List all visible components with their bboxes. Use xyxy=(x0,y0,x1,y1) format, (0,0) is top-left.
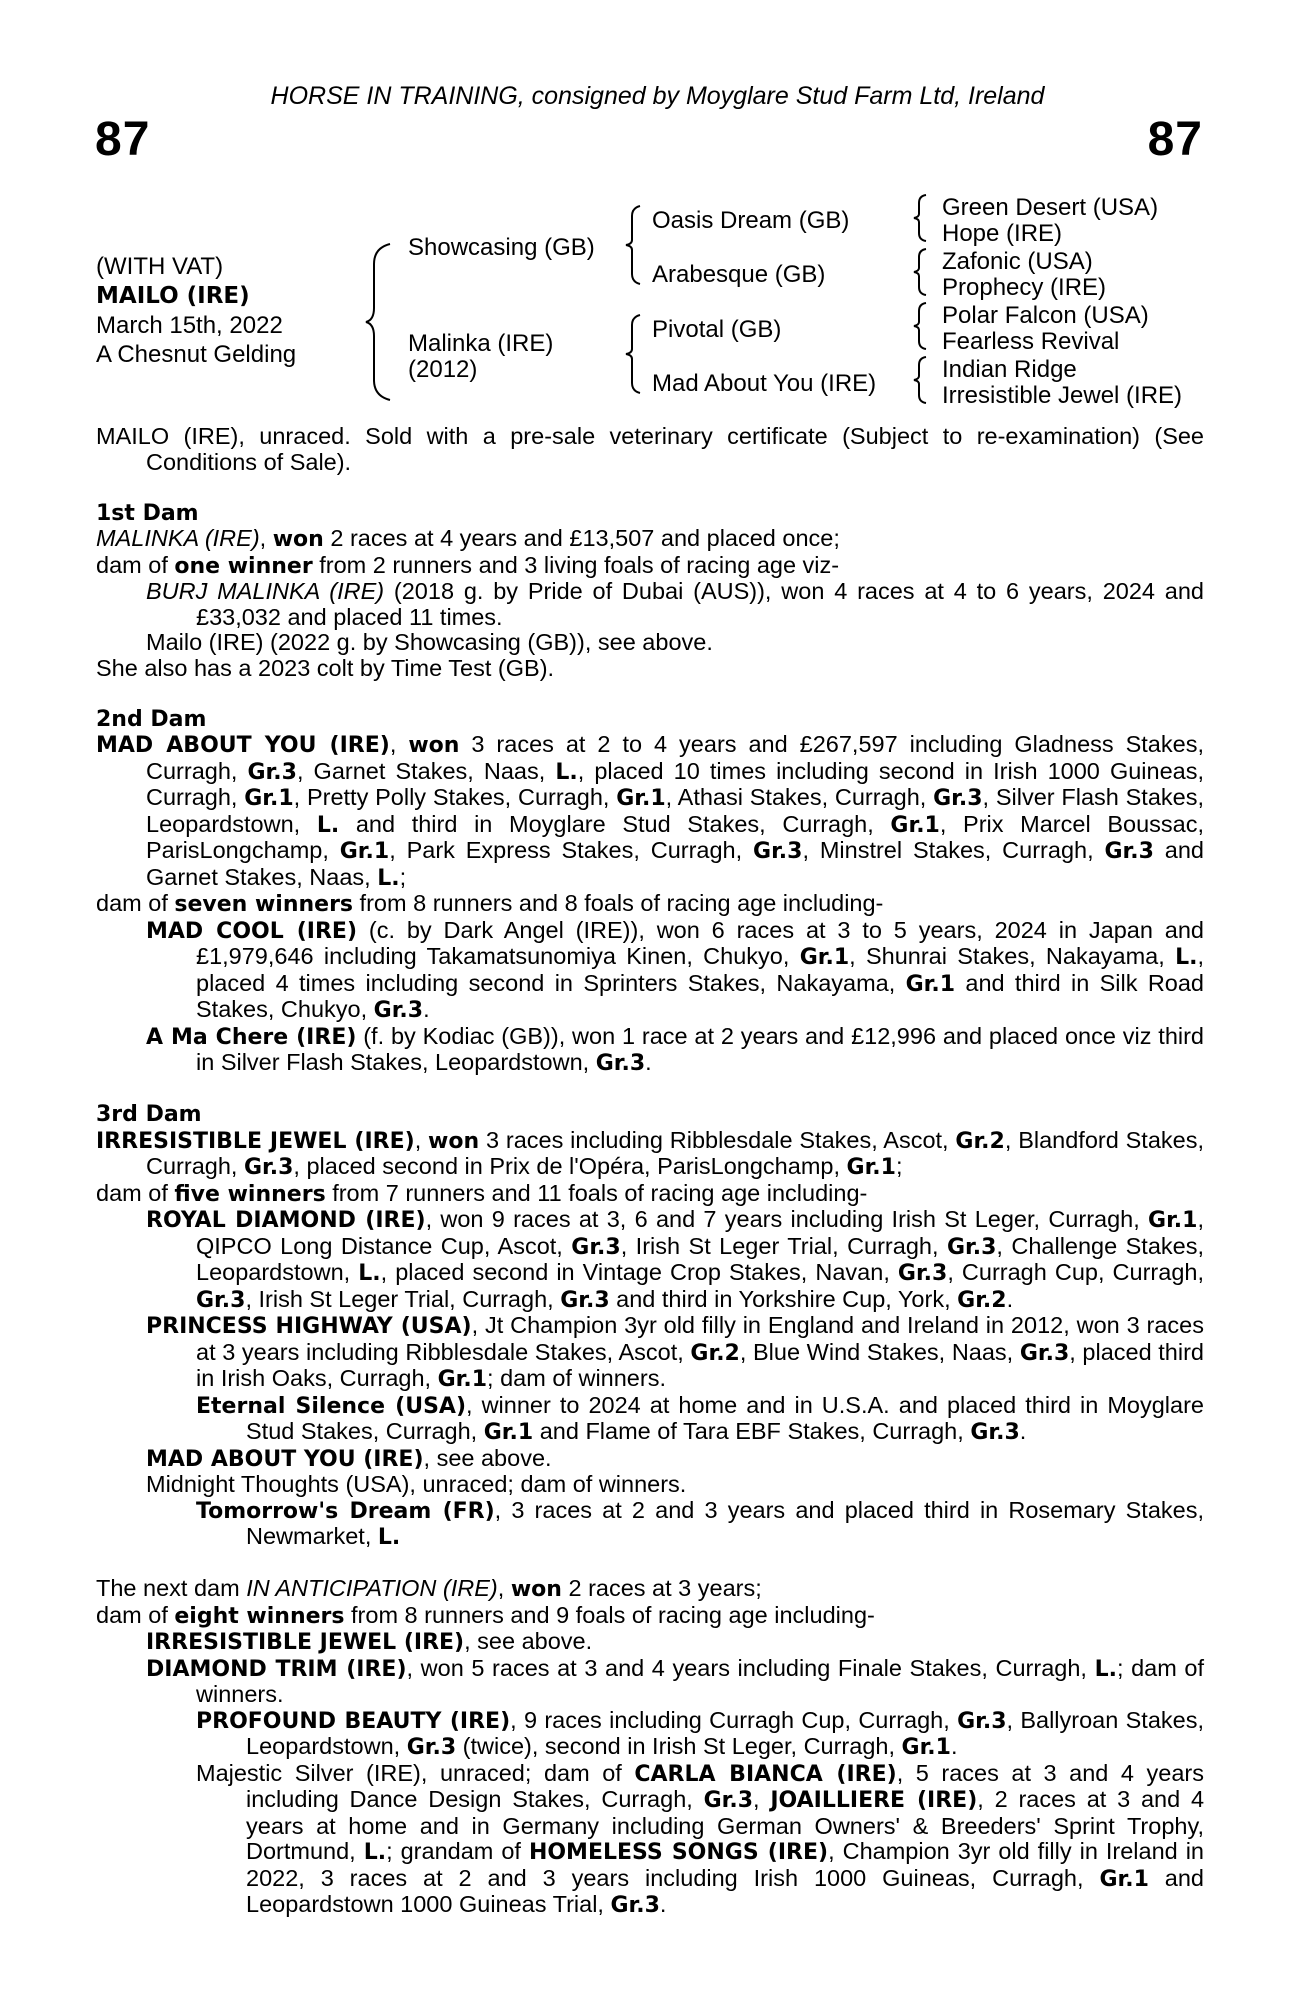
intro-paragraph: MAILO (IRE), unraced. Sold with a pre-sale veterinary certificate (Subject to re-examination) (See Conditions of Sale). xyxy=(96,423,1205,475)
pedigree-dam-year: (2012) xyxy=(408,356,478,383)
next-dam-progeny-diamond-trim: DIAMOND TRIM (IRE), won 5 races at 3 and 4 years including Finale Stakes, Curragh, L.; dam of winners. xyxy=(146,1654,1205,1707)
dam1-progeny-2: Mailo (IRE) (2022 g. by Showcasing (GB)), see above. xyxy=(146,629,713,655)
pedigree-dam: Malinka (IRE) xyxy=(408,330,554,357)
dam3-progeny-midnight-thoughts: Midnight Thoughts (USA), unraced; dam of winners. xyxy=(146,1471,687,1497)
dam3-grandprogeny-eternal-silence: Eternal Silence (USA), winner to 2024 at home and in U.S.A. and placed third in Moyglare Stud Stakes, Curragh, Gr.1 and Flame of Tara EBF Stakes, Curragh, Gr.3. xyxy=(196,1391,1204,1445)
pedigree-brace-g4 xyxy=(912,355,930,405)
dam3-progeny-royal-diamond: ROYAL DIAMOND (IRE), won 9 races at 3, 6 and 7 years including Irish St Leger, Curragh, Gr.1, QIPCO Long Distance Cup, Ascot, Gr.3, Irish St Leger Trial, Curragh, Gr.3, Challenge Stakes, Leopardstown, L., placed second in Vintage Crop Stakes, Navan, Gr.3, Curragh Cup, Curragh, Gr.3, Irish St Leger Trial, Curragh, Gr.3 and third in Yorkshire Cup, York, Gr.2. xyxy=(146,1206,1204,1313)
pedigree-g7: Indian Ridge xyxy=(942,356,1077,383)
horse-foaled: March 15th, 2022 xyxy=(96,312,283,339)
pedigree-g2: Hope (IRE) xyxy=(942,220,1063,247)
pedigree-sire: Showcasing (GB) xyxy=(408,234,595,261)
dam2-produce: dam of seven winners from 8 runners and 8 foals of racing age including- xyxy=(96,890,884,917)
dam3-heading: 3rd Dam xyxy=(96,1102,202,1127)
pedigree-brace-dam xyxy=(624,313,644,395)
next-dam-grandprogeny-profound-beauty: PROFOUND BEAUTY (IRE), 9 races including Curragh Cup, Curragh, Gr.3, Ballyroan Stakes, Leopardstown, Gr.3 (twice), second in Irish St Leger, Curragh, Gr.1. xyxy=(196,1706,1204,1760)
vat-label: (WITH VAT) xyxy=(96,253,224,280)
lot-number-right: 87 xyxy=(1147,113,1203,166)
pedigree-brace-sire xyxy=(624,204,644,286)
pedigree-g1: Green Desert (USA) xyxy=(942,194,1159,221)
pedigree-g6: Fearless Revival xyxy=(942,328,1120,355)
pedigree-g8: Irresistible Jewel (IRE) xyxy=(942,382,1183,409)
dam3-produce: dam of five winners from 7 runners and 11 foals of racing age including- xyxy=(96,1179,868,1207)
next-dam-produce: dam of eight winners from 8 runners and 9 foals of racing age including- xyxy=(96,1601,875,1629)
pedigree-dam-sire: Pivotal (GB) xyxy=(652,316,782,343)
dam2-record: MAD ABOUT YOU (IRE), won 3 races at 2 to 4 years and £267,597 including Gladness Stakes, Curragh, Gr.3, Garnet Stakes, Naas, L., placed 10 times including second in Irish 1000 Guineas, Curragh, Gr.1, Pretty Polly Stakes, Curragh, Gr.1, Athasi Stakes, Curragh, Gr.3, Silver Flash Stakes, Leopardstown, L. and third in Moyglare Stud Stakes, Curragh, Gr.1, Prix Marcel Boussac, ParisLongchamp, Gr.1, Park Express Stakes, Curragh, Gr.3, Minstrel Stakes, Curragh, Gr.3 and Garnet Stakes, Naas, L.; xyxy=(96,731,1205,891)
pedigree-brace-main xyxy=(364,242,394,402)
dam1-heading: 1st Dam xyxy=(96,500,199,526)
pedigree-brace-g3 xyxy=(912,301,930,351)
pedigree-g5: Polar Falcon (USA) xyxy=(942,302,1149,329)
pedigree-brace-g2 xyxy=(912,247,930,297)
pedigree-dam-dam: Mad About You (IRE) xyxy=(652,370,877,397)
dam1-progeny-1: BURJ MALINKA (IRE) (2018 g. by Pride of Dubai (AUS)), won 4 races at 4 to 6 years, 2024 and £33,032 and placed 11 times. xyxy=(146,578,1204,630)
dam3-progeny-princess-highway: PRINCESS HIGHWAY (USA), Jt Champion 3yr old filly in England and Ireland in 2012, won 3 races at 3 years including Ribblesdale Stakes, Ascot, Gr.2, Blue Wind Stakes, Naas, Gr.3, placed third in Irish Oaks, Curragh, Gr.1; dam of winners. xyxy=(146,1312,1204,1392)
horse-info xyxy=(96,252,296,369)
pedigree-brace-g1 xyxy=(912,193,930,243)
pedigree-g3: Zafonic (USA) xyxy=(942,248,1093,275)
next-dam-grandprogeny-majestic-silver: Majestic Silver (IRE), unraced; dam of CARLA BIANCA (IRE), 5 races at 3 and 4 years including Dance Design Stakes, Curragh, Gr.3, JOAILLIERE (IRE), 2 races at 3 and 4 years at home and in Germany including German Owners' & Breeders' Sprint Trophy, Dortmund, L.; grandam of HOMELESS SONGS (IRE), Champion 3yr old filly in Ireland in 2022, 3 races at 2 and 3 years including Irish 1000 Guineas, Curragh, Gr.1 and Leopardstown 1000 Guineas Trial, Gr.3. xyxy=(196,1759,1205,1918)
next-dam-progeny-irresistible-jewel: IRRESISTIBLE JEWEL (IRE), see above. xyxy=(146,1628,593,1655)
dam1-record: MALINKA (IRE), won 2 races at 4 years and £13,507 and placed once; xyxy=(96,525,840,552)
lot-number-left: 87 xyxy=(95,113,151,166)
dam1-also: She also has a 2023 colt by Time Test (GB). xyxy=(96,654,555,681)
dam2-progeny-1: MAD COOL (IRE) (c. by Dark Angel (IRE)), won 6 races at 3 to 5 years, 2024 in Japan and £1,979,646 including Takamatsunomiya Kinen, Chukyo, Gr.1, Shunrai Stakes, Nakayama, L., placed 4 times including second in Sprinters Stakes, Nakayama, Gr.1 and third in Silk Road Stakes, Chukyo, Gr.3. xyxy=(146,916,1205,1023)
horse-name: MAILO (IRE) xyxy=(96,283,250,309)
dam3-grandprogeny-tomorrows-dream: Tomorrow's Dream (FR), 3 races at 2 and 3 years and placed third in Rosemary Stakes, Newmarket, L. xyxy=(196,1496,1204,1550)
next-dam-record: The next dam IN ANTICIPATION (IRE), won 2 races at 3 years; xyxy=(96,1575,762,1602)
dam1-produce: dam of one winner from 2 runners and 3 living foals of racing age viz- xyxy=(96,551,840,579)
pedigree-g4: Prophecy (IRE) xyxy=(942,274,1107,301)
pedigree-sire-dam: Arabesque (GB) xyxy=(652,261,826,288)
dam3-record: IRRESISTIBLE JEWEL (IRE), won 3 races including Ribblesdale Stakes, Ascot, Gr.2, Blandford Stakes, Curragh, Gr.3, placed second in Prix de l'Opéra, ParisLongchamp, Gr.1; xyxy=(96,1126,1204,1180)
dam2-progeny-2: A Ma Chere (IRE) (f. by Kodiac (GB)), won 1 race at 2 years and £12,996 and placed once viz third in Silver Flash Stakes, Leopardstown, Gr.3. xyxy=(146,1022,1204,1076)
page-header: HORSE IN TRAINING, consigned by Moyglare Stud Farm Ltd, Ireland xyxy=(270,82,1045,110)
horse-description: A Chesnut Gelding xyxy=(96,341,297,368)
dam3-progeny-mad-about-you: MAD ABOUT YOU (IRE), see above. xyxy=(146,1444,552,1472)
catalogue-body xyxy=(96,424,1204,1919)
pedigree-sire-sire: Oasis Dream (GB) xyxy=(652,207,850,234)
dam2-heading: 2nd Dam xyxy=(96,706,207,732)
